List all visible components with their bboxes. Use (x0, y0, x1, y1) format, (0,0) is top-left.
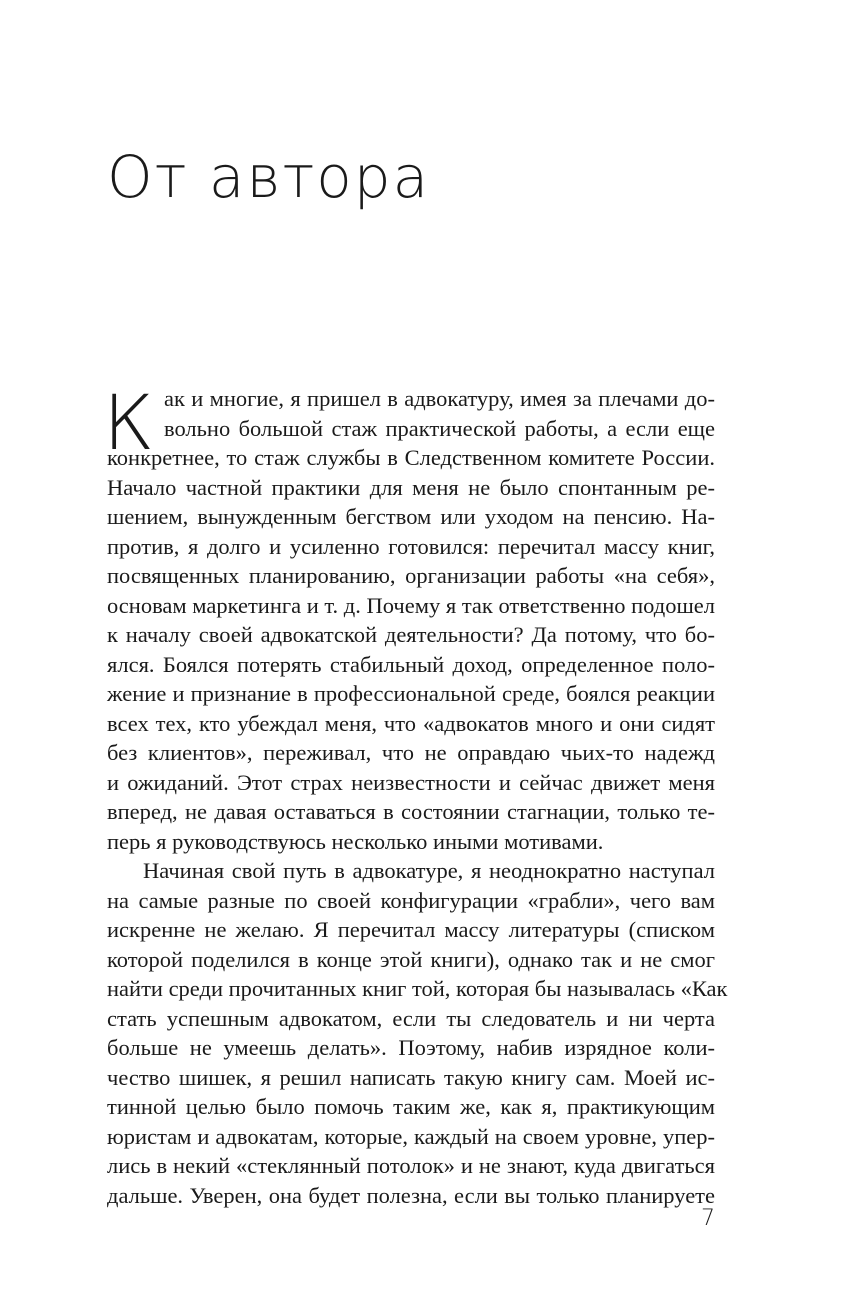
paragraph-1-line: жение и признание в профессиональной среде, боялся реакции (107, 681, 715, 706)
chapter-title: От автора (107, 143, 431, 211)
paragraph-2-line: тинной целью было помочь таким же, как я, практикующим (107, 1094, 715, 1119)
paragraph-2-line: лись в некий «стеклянный потолок» и не знают, куда двигаться (107, 1153, 715, 1178)
paragraph-2-line: найти среди прочитанных книг той, которая бы называлась «Как (107, 976, 728, 1001)
paragraph-2-line: на самые разные по своей конфигурации «грабли», чего вам (107, 887, 715, 913)
paragraph-1-line: к началу своей адвокатской деятельности? Да потому, что бо- (107, 622, 715, 647)
paragraph-1-line: шением, вынужденным бегством или уходом на пенсию. На- (107, 504, 715, 529)
paragraph-1-line: вольно большой стаж практической работы, а если еще (164, 415, 715, 441)
paragraph-2-line: стать успешным адвокатом, если ты следователь и ни черта (107, 1005, 715, 1031)
page-number: 7 (701, 1206, 715, 1231)
paragraph-1-line: против, я долго и усиленно готовился: перечитал массу книг, (107, 533, 715, 559)
paragraph-1-line: конкретнее, то стаж службы в Следственном комитете России. (107, 445, 715, 470)
paragraph-1-line: ак и многие, я пришел в адвокатуру, имея за плечами до- (164, 386, 715, 411)
paragraph-1-line: основам маркетинга и т. д. Почему я так ответственно подошел (107, 592, 715, 618)
paragraph-1-line: посвященных планированию, организации работы «на себя», (107, 563, 715, 588)
paragraph-1-line: и ожиданий. Этот страх неизвестности и сейчас движет меня (107, 769, 715, 795)
paragraph-2-line: дальше. Уверен, она будет полезна, если вы только планируете (107, 1182, 715, 1208)
paragraph-2-line: больше не умеешь делать». Поэтому, набив изрядное коли- (107, 1035, 715, 1060)
paragraph-1-line: ялся. Боялся потерять стабильный доход, определенное поло- (107, 651, 715, 677)
paragraph-1-line: без клиентов», переживал, что не оправдаю чьих-то надежд (107, 740, 715, 765)
paragraph-2-line: искренне не желаю. Я перечитал массу литературы (списком (107, 917, 715, 942)
drop-cap: К (103, 378, 155, 467)
paragraph-2-line: которой поделился в конце этой книги), однако так и не смог (107, 946, 715, 972)
body-text (103, 378, 728, 1210)
paragraph-2-line: Начиная свой путь в адвокатуре, я неоднократно наступал (143, 858, 715, 883)
paragraph-1-line: перь я руководствуюсь несколько иными мотивами. (107, 828, 604, 854)
paragraph-1-line: вперед, не давая оставаться в состоянии стагнации, только те- (107, 799, 715, 824)
paragraph-2-line: чество шишек, я решил написать такую книгу сам. Моей ис- (107, 1064, 715, 1090)
paragraph-1-line: всех тех, кто убеждал меня, что «адвокатов много и они сидят (107, 710, 715, 736)
paragraph-2-line: юристам и адвокатам, которые, каждый на своем уровне, упер- (107, 1123, 715, 1149)
paragraph-1-line: Начало частной практики для меня не было спонтанным ре- (107, 474, 715, 500)
